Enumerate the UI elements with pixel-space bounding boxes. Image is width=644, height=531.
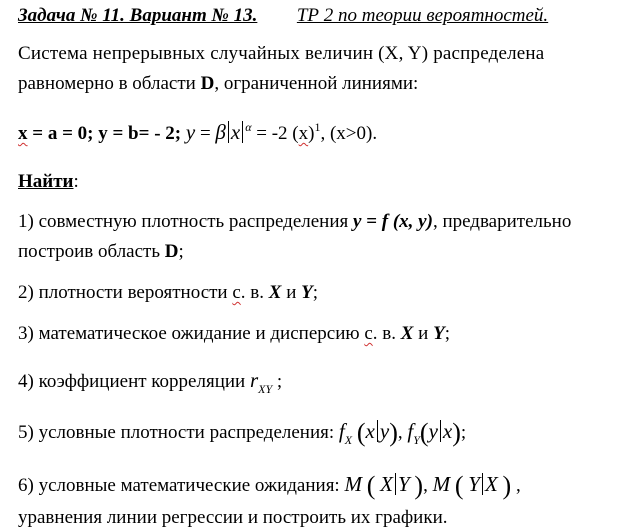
curve-eq: =	[195, 123, 216, 144]
curve-cond: , (x>0).	[320, 123, 378, 144]
item-2	[18, 281, 318, 305]
item-2-x: X	[268, 282, 282, 303]
item-5-f1-bar	[377, 420, 378, 442]
course-title: ТР 2 по теории вероятностей.	[296, 5, 549, 26]
item-6-m1-bar	[395, 473, 396, 495]
item-5-f2-arg2: x	[442, 419, 453, 443]
item-2-and: и	[281, 282, 302, 303]
item-6-m2-a: Y	[468, 472, 480, 496]
item-6: 6) условные математические ожидания: M ( X Y ), M ( Y X ) ,	[18, 471, 521, 500]
intro-line-2	[18, 72, 418, 96]
abs-bar-right	[242, 121, 243, 143]
item-6-m2: M	[432, 472, 451, 496]
curve-rhs-x: x	[298, 123, 309, 144]
find-line	[18, 170, 79, 194]
item-5-f2-bar	[440, 420, 441, 442]
item-6-m1-a: X	[380, 472, 393, 496]
header-line	[18, 4, 548, 28]
curve-rhs-close: )	[308, 123, 315, 144]
curve-rhs: = -2 (	[256, 123, 299, 144]
item-4-sub: XY	[258, 382, 273, 396]
item-5-f2: f	[407, 419, 414, 443]
eq-x-rest: = a = 0;	[27, 123, 94, 144]
item-3	[18, 322, 450, 346]
item-6-end: ,	[511, 475, 521, 496]
item-6-m1-b: Y	[397, 472, 410, 496]
equations-line	[18, 120, 377, 146]
item-4-text: 4) коэффициент корреляции	[18, 371, 250, 392]
item-5-end: ;	[460, 422, 467, 443]
curve-formula	[185, 120, 256, 144]
item-2-text: 2) плотности вероятности	[18, 282, 233, 303]
item-1-text-b: , предварительно	[432, 211, 572, 232]
item-5-f1-sub: X	[344, 433, 353, 447]
item-5-f1: f	[338, 419, 345, 443]
item-6-line-2	[18, 506, 448, 530]
item-2-y: Y	[301, 282, 313, 303]
region-d: D	[200, 73, 215, 94]
curve-x: x	[230, 120, 241, 144]
item-4-r: r	[249, 368, 259, 392]
item-6-text-2: уравнения линии регрессии и построить их графики.	[18, 507, 448, 528]
item-5-text: 5) условные плотности распределения:	[18, 422, 339, 443]
curve-rhs-sup: 1	[314, 120, 321, 134]
item-6-text: 6) условные математические ожидания:	[18, 475, 345, 496]
abs-bar-left	[228, 121, 229, 143]
item-6-m2-b: X	[484, 472, 498, 496]
curve-y: y	[185, 120, 196, 144]
item-5-comma: ,	[397, 422, 408, 443]
find-colon: :	[73, 171, 79, 192]
item-1-formula: y = f (x, y)	[353, 211, 433, 232]
item-3-text: 3) математическое ожидание и дисперсию	[18, 323, 365, 344]
item-2-end: ;	[312, 282, 319, 303]
item-3-y: Y	[433, 323, 445, 344]
item-3-x: X	[400, 323, 414, 344]
eq-y: y = b= - 2;	[93, 123, 182, 144]
item-5: 5) условные плотности распределения: $f_X$ (x y), $f_Y(y$ x);	[18, 418, 467, 447]
item-3-and: и	[413, 323, 434, 344]
item-5-f2-sub: Y	[413, 433, 420, 447]
item-3-sv: с	[364, 323, 373, 344]
item-6-m1: M	[344, 472, 362, 496]
intro-text-2b: , ограниченной линиями:	[214, 73, 419, 94]
curve-beta: β	[215, 120, 226, 144]
item-5-f2-arg1: y	[428, 419, 438, 443]
item-1	[18, 210, 571, 234]
intro-text-2a: равномерно в области	[18, 73, 201, 94]
item-5-f1-arg1: x	[365, 419, 375, 443]
item-5-f1-arg2: y	[379, 419, 390, 443]
item-1-end: ;	[178, 241, 184, 262]
eq-x: x	[18, 123, 28, 144]
item-2-text-b: . в.	[240, 282, 269, 303]
item-1-region-d: D	[164, 241, 179, 262]
item-1-line-2	[18, 240, 184, 264]
curve-alpha: α	[245, 120, 252, 134]
task-title: Задача № 11. Вариант № 13.	[18, 5, 258, 26]
item-2-sv: с	[232, 282, 241, 303]
item-1-text: 1) совместную плотность распределения	[18, 211, 353, 232]
item-3-end: ;	[444, 323, 450, 344]
item-1-text-2: построив область	[18, 241, 165, 262]
item-4	[18, 368, 282, 394]
item-6-comma: ,	[423, 475, 433, 496]
item-6-m2-bar	[482, 473, 483, 495]
item-3-text-b: . в.	[372, 323, 401, 344]
intro-text-1: Система непрерывных случайных величин (X, Y) распределена	[18, 43, 545, 64]
find-label: Найти	[18, 171, 74, 192]
item-4-end: ;	[272, 371, 283, 392]
intro-line-1	[18, 42, 544, 66]
